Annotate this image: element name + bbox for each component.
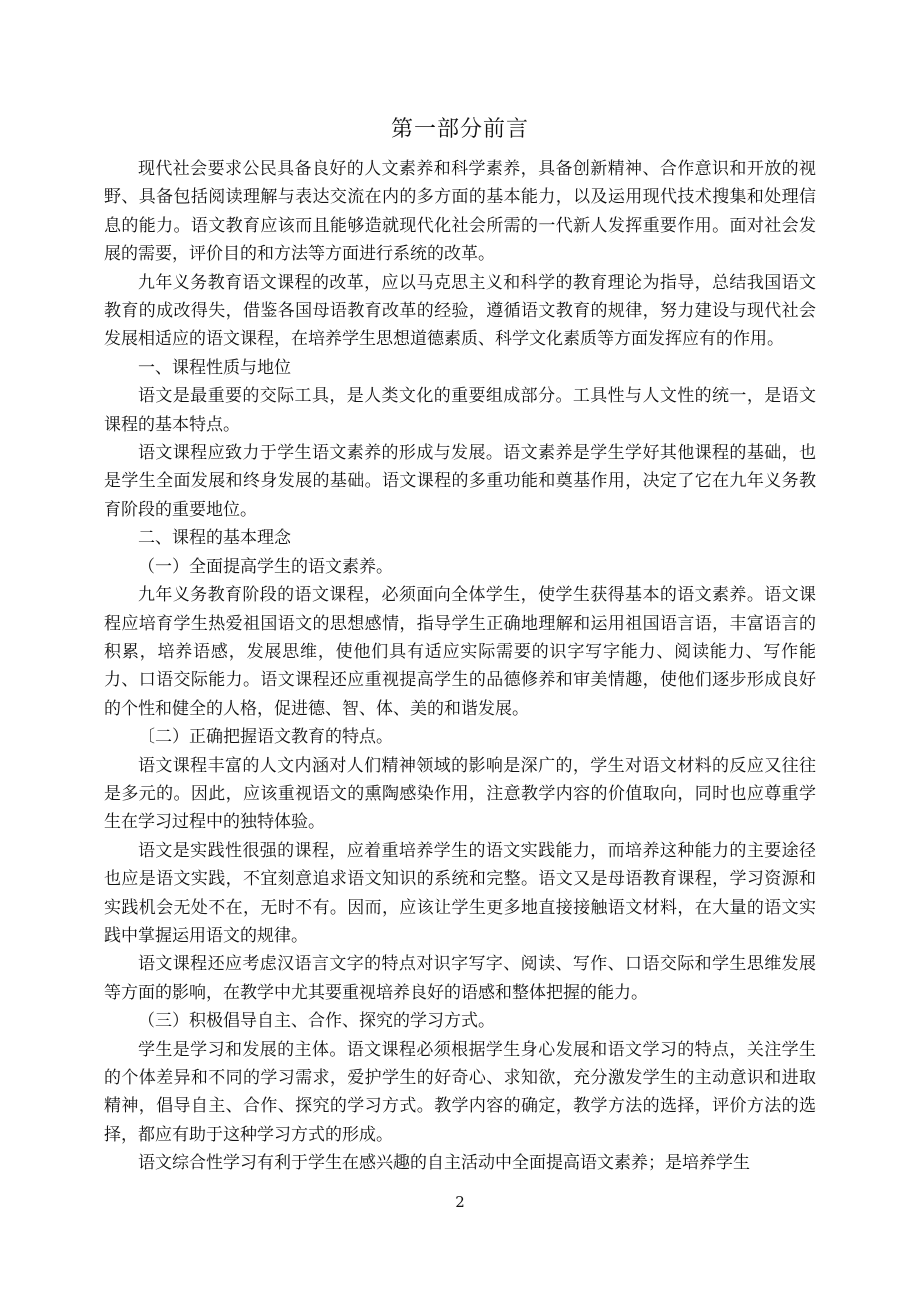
paragraph: 九年义务教育阶段的语文课程，必须面向全体学生，使学生获得基本的语文素养。语文课程应培育学生热爱祖国语文的思想感情，指导学生正确地理解和运用祖国语言语，丰富语言的积累，培养语感，发展思维，使他们具有适应实际需要的识字写字能力、阅读能力、写作能力、口语交际能力。语文课程还应重视提高学生的品德修养和审美情趣，使他们逐步形成良好的个性和健全的人格，促进德、智、体、美的和谐发展。 bbox=[104, 585, 816, 719]
paragraph: 语文综合性学习有利于学生在感兴趣的自主活动中全面提高语文素养；是培养学生 bbox=[138, 1153, 750, 1174]
section-heading: 二、课程的基本理念 bbox=[138, 528, 291, 549]
page-number: 2 bbox=[455, 1193, 465, 1211]
subsection-heading: （三）积极倡导自主、合作、探究的学习方式。 bbox=[138, 1011, 495, 1032]
subsection-heading: 〔二）正确把握语文教育的特点。 bbox=[138, 727, 393, 748]
paragraph: 语文是实践性很强的课程，应着重培养学生的语文实践能力，而培养这种能力的主要途径也应是语文实践，不宜刻意追求语文知识的系统和完整。语文又是母语教育课程，学习资源和实践机会无处不在，无时不有。因而，应该让学生更多地直接接触语文材料，在大量的语文实践中掌握运用语文的规律。 bbox=[104, 840, 816, 946]
paragraph: 九年义务教育语文课程的改革，应以马克思主义和科学的教育理论为指导，总结我国语文教育的成改得失，借鉴各国母语教育改革的经验，遵循语文教育的规律，努力建设与现代社会发展相适应的语文课程，在培养学生思想道德素质、科学文化素质等方面发挥应有的作用。 bbox=[104, 272, 816, 350]
page-title: 第一部分前言 bbox=[390, 117, 529, 142]
paragraph: 语文课程还应考虑汉语言文字的特点对识字写字、阅读、写作、口语交际和学生思维发展等方面的影响，在教学中尤其要重视培养良好的语感和整体把握的能力。 bbox=[104, 954, 816, 1003]
paragraph: 学生是学习和发展的主体。语文课程必须根据学生身心发展和语文学习的特点，关注学生的个体差异和不同的学习需求，爱护学生的好奇心、求知欲，充分激发学生的主动意识和进取精神，倡导自主、合作、探究的学习方式。教学内容的确定，教学方法的选择，评价方法的选择，都应有助于这种学习方式的形成。 bbox=[104, 1039, 816, 1145]
paragraph: 语文课程应致力于学生语文素养的形成与发展。语文素养是学生学好其他课程的基础，也是学生全面发展和终身发展的基础。语文课程的多重功能和奠基作用，决定了它在九年义务教育阶段的重要地位。 bbox=[104, 443, 816, 520]
paragraph: 语文是最重要的交际工具，是人类文化的重要组成部分。工具性与人文性的统一，是语文课程的基本特点。 bbox=[104, 386, 816, 435]
section-heading: 一、课程性质与地位 bbox=[138, 357, 291, 378]
document-body bbox=[104, 155, 816, 1178]
paragraph: 语文课程丰富的人文内涵对人们精神领域的影响是深广的，学生对语文材料的反应又往往是多元的。因此，应该重视语文的熏陶感染作用，注意教学内容的价值取向，同时也应尊重学生在学习过程中的独特体验。 bbox=[104, 755, 816, 833]
paragraph: 现代社会要求公民具备良好的人文素养和科学素养，具备创新精神、合作意识和开放的视野、具备包括阅读理解与表达交流在内的多方面的基本能力，以及运用现代技术搜集和处理信息的能力。语文教育应该而且能够造就现代化社会所需的一代新人发挥重要作用。面对社会发展的需要，评价目的和方法等方面进行系统的改革。 bbox=[104, 159, 816, 265]
subsection-heading: （一）全面提高学生的语文素养。 bbox=[138, 556, 393, 577]
